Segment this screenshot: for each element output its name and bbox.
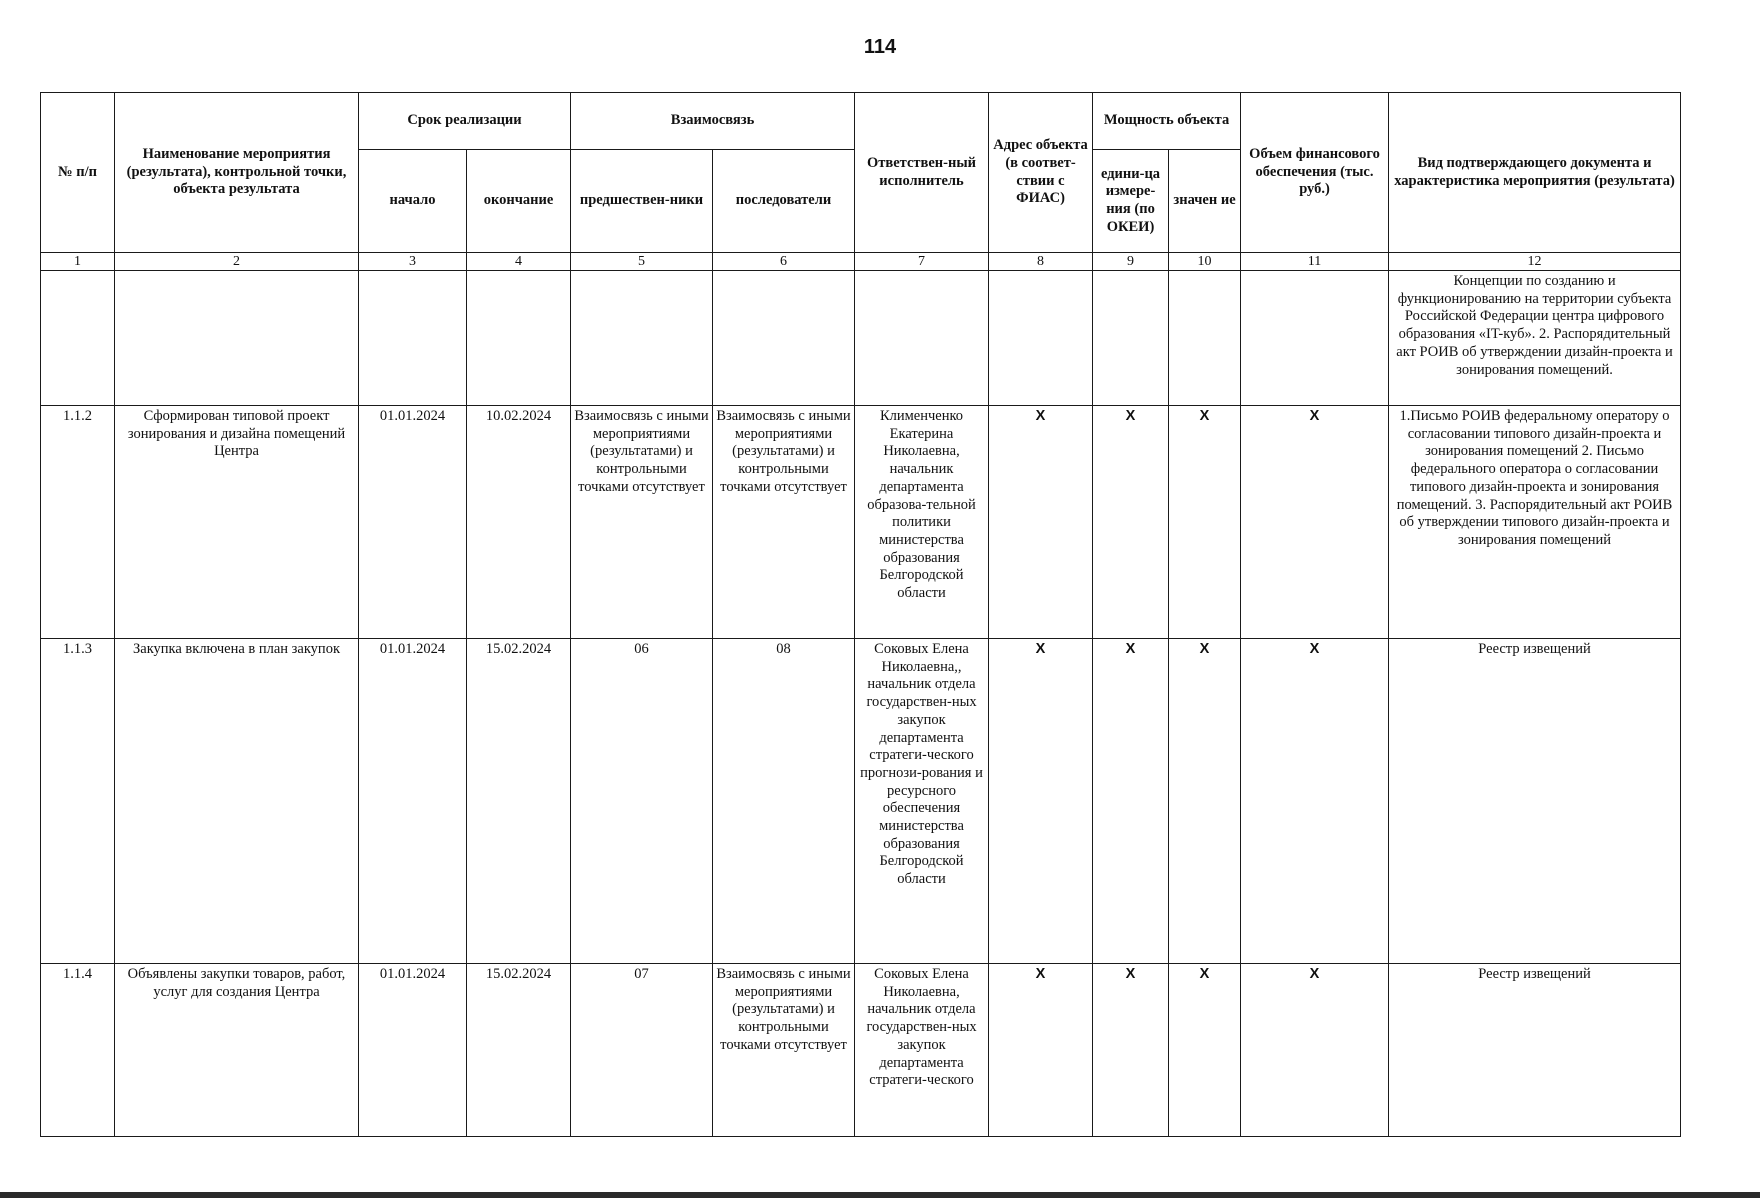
- col-number: 4: [467, 253, 571, 271]
- col-number: 5: [571, 253, 713, 271]
- header-row-1: [41, 93, 1681, 150]
- col-number: 1: [41, 253, 115, 271]
- cell-finance: X: [1241, 406, 1389, 639]
- header-document: Вид подтверждающего документа и характеристика мероприятия (результата): [1389, 93, 1681, 253]
- header-term: Срок реализации: [359, 93, 571, 150]
- cell-name: Закупка включена в план закупок: [115, 639, 359, 964]
- col-number: 7: [855, 253, 989, 271]
- header-end: окончание: [467, 150, 571, 253]
- header-start: начало: [359, 150, 467, 253]
- cell-num: 1.1.3: [41, 639, 115, 964]
- header-responsible: Ответствен-ный исполнитель: [855, 93, 989, 253]
- cell-document: Реестр извещений: [1389, 639, 1681, 964]
- cell-document: Концепции по созданию и функционированию на территории субъекта Российской Федерации центра цифрового образования «IT-куб». 2. Распорядительный акт РОИВ об утверждении дизайн-проекта и зонирования помещений.: [1389, 271, 1681, 406]
- cell-address: X: [989, 639, 1093, 964]
- cell-num: 1.1.4: [41, 964, 115, 1137]
- cell-end: 15.02.2024: [467, 964, 571, 1137]
- cell-start: 01.01.2024: [359, 964, 467, 1137]
- header-value: значен ие: [1169, 150, 1241, 253]
- cell-document: Реестр извещений: [1389, 964, 1681, 1137]
- cell-finance: X: [1241, 639, 1389, 964]
- col-number: 8: [989, 253, 1093, 271]
- table-row: [41, 964, 1681, 1137]
- col-number: 12: [1389, 253, 1681, 271]
- col-number: 11: [1241, 253, 1389, 271]
- cell-end: 15.02.2024: [467, 639, 571, 964]
- scan-edge-bar: [0, 1192, 1760, 1198]
- cell-document: 1.Письмо РОИВ федеральному оператору о согласовании типового дизайн-проекта и зонирования помещений 2. Письмо федерального оператора о согласовании типового дизайн-проекта и зонирования помещений. 3. Распорядительный акт РОИВ об утверждении типового дизайн-проекта и зонирования помещений: [1389, 406, 1681, 639]
- cell-start: 01.01.2024: [359, 639, 467, 964]
- cell-name: Сформирован типовой проект зонирования и дизайна помещений Центра: [115, 406, 359, 639]
- col-number: 2: [115, 253, 359, 271]
- col-number: 10: [1169, 253, 1241, 271]
- cell-successors: 08: [713, 639, 855, 964]
- cell-value: X: [1169, 406, 1241, 639]
- col-number: 6: [713, 253, 855, 271]
- cell-unit: X: [1093, 639, 1169, 964]
- cell-successors: Взаимосвязь с иными мероприятиями (результатами) и контрольными точками отсутствует: [713, 406, 855, 639]
- cell-predecessors: 07: [571, 964, 713, 1137]
- column-number-row: [41, 253, 1681, 271]
- cell-responsible: Соковых Елена Николаевна, начальник отдела государствен-ных закупок департамента стратеги-ческого: [855, 964, 989, 1137]
- cell-address: X: [989, 964, 1093, 1137]
- header-name: Наименование мероприятия (результата), контрольной точки, объекта результата: [115, 93, 359, 253]
- cell-value: X: [1169, 639, 1241, 964]
- header-address: Адрес объекта (в соответ-ствии с ФИАС): [989, 93, 1093, 253]
- cell-value: X: [1169, 964, 1241, 1137]
- cell-num: 1.1.2: [41, 406, 115, 639]
- table-row: [41, 639, 1681, 964]
- header-link: Взаимосвязь: [571, 93, 855, 150]
- header-successors: последователи: [713, 150, 855, 253]
- cell-predecessors: 06: [571, 639, 713, 964]
- cell-address: X: [989, 406, 1093, 639]
- cell-unit: X: [1093, 406, 1169, 639]
- cell-successors: Взаимосвязь с иными мероприятиями (результатами) и контрольными точками отсутствует: [713, 964, 855, 1137]
- cell-name: Объявлены закупки товаров, работ, услуг для создания Центра: [115, 964, 359, 1137]
- table-row: [41, 406, 1681, 639]
- table-row-continuation: [41, 271, 1681, 406]
- cell-responsible: Клименченко Екатерина Николаевна, начальник департамента образова-тельной политики министерства образования Белгородской области: [855, 406, 989, 639]
- cell-end: 10.02.2024: [467, 406, 571, 639]
- col-number: 9: [1093, 253, 1169, 271]
- cell-predecessors: Взаимосвязь с иными мероприятиями (результатами) и контрольными точками отсутствует: [571, 406, 713, 639]
- cell-responsible: Соковых Елена Николаевна,, начальник отдела государствен-ных закупок департамента стратеги-ческого прогнози-рования и ресурсного обеспечения министерства образования Белгородской области: [855, 639, 989, 964]
- header-num: № п/п: [41, 93, 115, 253]
- cell-finance: X: [1241, 964, 1389, 1137]
- header-unit: едини-ца измере-ния (по ОКЕИ): [1093, 150, 1169, 253]
- cell-start: 01.01.2024: [359, 406, 467, 639]
- plan-table: [40, 92, 1681, 1137]
- col-number: 3: [359, 253, 467, 271]
- page-number: 114: [863, 36, 897, 58]
- header-predecessors: предшествен-ники: [571, 150, 713, 253]
- header-power: Мощность объекта: [1093, 93, 1241, 150]
- cell-unit: X: [1093, 964, 1169, 1137]
- header-finance: Объем финансового обеспечения (тыс. руб.): [1241, 93, 1389, 253]
